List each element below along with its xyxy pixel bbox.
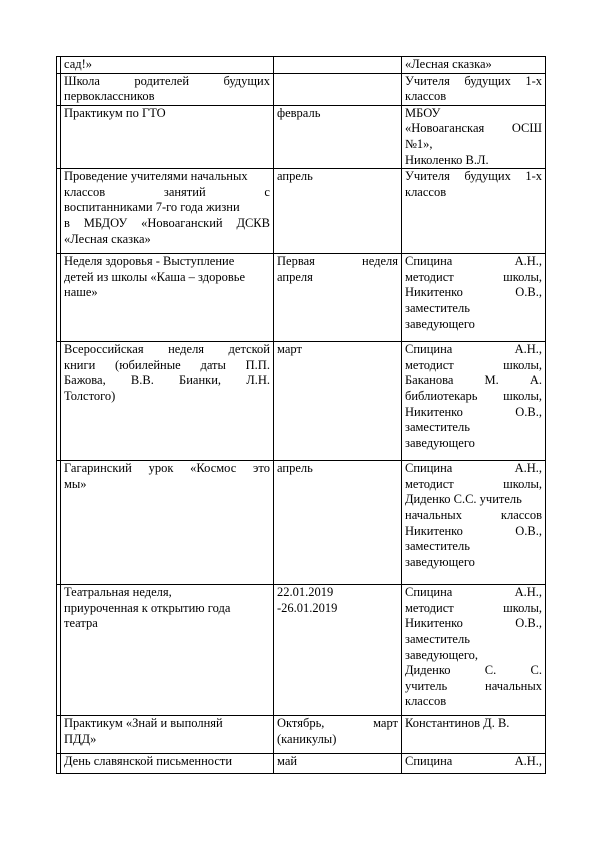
cell-text: театра bbox=[64, 616, 98, 631]
events-table bbox=[56, 56, 546, 774]
cell-text: Спицина bbox=[405, 461, 453, 476]
cell-text: О.В., bbox=[515, 616, 542, 631]
cell-text: методист bbox=[405, 357, 454, 372]
event-cell bbox=[61, 73, 274, 105]
table-row bbox=[57, 461, 546, 585]
cell-text-line bbox=[277, 342, 398, 358]
cell-text: классов bbox=[64, 184, 106, 199]
cell-text: заведующего bbox=[405, 554, 475, 569]
responsible-cell bbox=[402, 716, 546, 754]
cell-text-line bbox=[405, 169, 542, 185]
cell-text: Спицина bbox=[405, 585, 453, 600]
cell-text-line bbox=[64, 477, 270, 493]
responsible-cell bbox=[402, 169, 546, 254]
cell-text: Диденко bbox=[405, 663, 451, 678]
cell-text: даты bbox=[200, 357, 226, 372]
cell-text-line bbox=[405, 648, 542, 664]
cell-text: Никитенко bbox=[405, 285, 463, 300]
cell-text: «Лесная сказка» bbox=[64, 231, 151, 246]
cell-text: Спицина bbox=[405, 254, 453, 269]
cell-text: школы, bbox=[503, 476, 542, 491]
cell-text-line bbox=[405, 301, 542, 317]
cell-text: в bbox=[64, 215, 70, 230]
table-row bbox=[57, 105, 546, 168]
cell-text: МБДОУ bbox=[83, 215, 128, 230]
cell-text: апрель bbox=[277, 461, 313, 476]
cell-text-line bbox=[64, 254, 270, 270]
cell-text: Спицина bbox=[405, 754, 453, 769]
table-row bbox=[57, 716, 546, 754]
cell-text-line bbox=[405, 106, 542, 122]
cell-text: А.Н., bbox=[514, 585, 542, 600]
cell-text-line bbox=[64, 185, 270, 201]
cell-text-line bbox=[405, 389, 542, 405]
cell-text-line bbox=[405, 716, 542, 732]
table-row bbox=[57, 754, 546, 774]
cell-text: -26.01.2019 bbox=[277, 600, 338, 615]
cell-text: В.В. bbox=[130, 373, 154, 388]
cell-text: детей из школы «Каша – здоровье bbox=[64, 269, 246, 284]
cell-text-line bbox=[64, 389, 270, 405]
cell-text-line bbox=[277, 585, 398, 601]
cell-text-line bbox=[405, 632, 542, 648]
cell-text: 1-х bbox=[525, 169, 542, 184]
cell-text-line bbox=[405, 121, 542, 137]
cell-text-line bbox=[405, 679, 542, 695]
cell-text: Николенко В.Л. bbox=[405, 152, 489, 167]
cell-text-line bbox=[405, 754, 542, 770]
cell-text-line bbox=[64, 106, 270, 122]
cell-text-line bbox=[64, 373, 270, 389]
cell-text: заместитель bbox=[405, 539, 470, 554]
cell-text-line bbox=[405, 663, 542, 679]
cell-text: заместитель bbox=[405, 631, 470, 646]
cell-text-line bbox=[64, 342, 270, 358]
cell-text: Никитенко bbox=[405, 404, 463, 419]
cell-text: детской bbox=[228, 342, 270, 357]
cell-text: воспитанниками 7-го года жизни bbox=[64, 200, 240, 215]
event-cell bbox=[61, 754, 274, 774]
cell-text-line bbox=[64, 585, 270, 601]
cell-text-line bbox=[405, 373, 542, 389]
event-cell bbox=[61, 716, 274, 754]
cell-text: мы» bbox=[64, 476, 87, 491]
cell-text-line bbox=[64, 461, 270, 477]
cell-text-line bbox=[64, 169, 270, 185]
date-cell bbox=[274, 105, 402, 168]
event-cell bbox=[61, 461, 274, 585]
cell-text-line bbox=[64, 89, 270, 105]
responsible-cell bbox=[402, 254, 546, 342]
cell-text-line bbox=[405, 137, 542, 153]
cell-text: Бажова, bbox=[64, 373, 106, 388]
cell-text: февраль bbox=[277, 105, 321, 120]
cell-text: Учителя bbox=[405, 73, 450, 88]
cell-text-line bbox=[64, 754, 270, 770]
events-table-body bbox=[57, 57, 546, 774]
cell-text-line bbox=[277, 169, 398, 185]
cell-text: ПДД» bbox=[64, 731, 97, 746]
cell-text-line bbox=[64, 200, 270, 216]
cell-text-line bbox=[405, 601, 542, 617]
table-row bbox=[57, 254, 546, 342]
event-cell bbox=[61, 585, 274, 716]
cell-text-line bbox=[405, 74, 542, 90]
cell-text-line bbox=[64, 716, 270, 732]
cell-text-line bbox=[277, 754, 398, 770]
responsible-cell bbox=[402, 754, 546, 774]
cell-text: Л.Н. bbox=[246, 373, 270, 388]
table-row bbox=[57, 169, 546, 254]
cell-text: методист bbox=[405, 476, 454, 491]
table-row bbox=[57, 57, 546, 74]
cell-text: 1-х bbox=[525, 73, 542, 88]
cell-text: школы, bbox=[503, 600, 542, 615]
cell-text: школы, bbox=[503, 388, 542, 403]
date-cell bbox=[274, 73, 402, 105]
cell-text-line bbox=[277, 461, 398, 477]
cell-text: Школа bbox=[64, 73, 100, 88]
responsible-cell bbox=[402, 105, 546, 168]
table-row bbox=[57, 585, 546, 716]
cell-text-line bbox=[277, 601, 398, 617]
cell-text: А.Н., bbox=[514, 461, 542, 476]
cell-text-line bbox=[405, 57, 542, 73]
cell-text: библиотекарь bbox=[405, 388, 478, 403]
cell-text: заместитель bbox=[405, 420, 470, 435]
event-cell bbox=[61, 254, 274, 342]
date-cell bbox=[274, 716, 402, 754]
cell-text: С. bbox=[530, 663, 542, 678]
cell-text: Спицина bbox=[405, 342, 453, 357]
cell-text-line bbox=[277, 716, 398, 732]
cell-text: классов bbox=[405, 184, 447, 199]
cell-text-line bbox=[64, 74, 270, 90]
cell-text-line bbox=[64, 216, 270, 232]
responsible-cell bbox=[402, 461, 546, 585]
cell-text: А.Н., bbox=[514, 254, 542, 269]
cell-text: Театральная неделя, bbox=[64, 585, 172, 600]
cell-text: Диденко С.С. учитель bbox=[405, 492, 522, 507]
cell-text-line bbox=[405, 285, 542, 301]
cell-text: родителей bbox=[134, 73, 190, 88]
event-cell bbox=[61, 57, 274, 74]
cell-text: неделя bbox=[168, 342, 205, 357]
cell-text: О.В., bbox=[515, 523, 542, 538]
cell-text: День славянской письменности bbox=[64, 754, 233, 769]
cell-text-line bbox=[277, 254, 398, 270]
cell-text: А.Н., bbox=[514, 342, 542, 357]
cell-text: классов bbox=[405, 694, 447, 709]
cell-text: А.Н., bbox=[514, 754, 542, 769]
cell-text: «Новоаганский bbox=[141, 215, 223, 230]
cell-text: Константинов Д. В. bbox=[405, 716, 510, 731]
date-cell bbox=[274, 461, 402, 585]
cell-text: Проведение учителями начальных bbox=[64, 169, 248, 184]
date-cell bbox=[274, 342, 402, 461]
cell-text-line bbox=[64, 601, 270, 617]
cell-text-line bbox=[64, 232, 270, 248]
cell-text: А. bbox=[529, 373, 542, 388]
cell-text-line bbox=[64, 270, 270, 286]
cell-text-line bbox=[405, 492, 542, 508]
cell-text: начальных bbox=[405, 507, 462, 522]
cell-text: Никитенко bbox=[405, 616, 463, 631]
cell-text: приуроченная к открытию года bbox=[64, 600, 231, 615]
cell-text-line bbox=[405, 89, 542, 105]
cell-text: ОСШ bbox=[511, 121, 542, 136]
cell-text: урок bbox=[148, 461, 174, 476]
cell-text: методист bbox=[405, 269, 454, 284]
cell-text: апрель bbox=[277, 169, 313, 184]
cell-text: май bbox=[277, 754, 298, 769]
cell-text: первоклассников bbox=[64, 89, 155, 104]
cell-text-line bbox=[277, 732, 398, 748]
cell-text: Неделя здоровья - Выступление bbox=[64, 254, 235, 269]
cell-text: начальных bbox=[485, 678, 542, 693]
cell-text: заместитель bbox=[405, 300, 470, 315]
cell-text: март bbox=[277, 342, 302, 357]
date-cell bbox=[274, 57, 402, 74]
cell-text: «Лесная сказка» bbox=[405, 57, 492, 71]
cell-text-line bbox=[405, 405, 542, 421]
cell-text: апреля bbox=[277, 269, 313, 284]
cell-text: О.В., bbox=[515, 285, 542, 300]
cell-text-line bbox=[405, 555, 542, 571]
date-cell bbox=[274, 585, 402, 716]
cell-text: (юбилейные bbox=[115, 357, 181, 372]
cell-text-line bbox=[64, 616, 270, 632]
cell-text-line bbox=[405, 436, 542, 452]
cell-text: заведующего, bbox=[405, 647, 479, 662]
cell-text: Учителя bbox=[405, 169, 450, 184]
cell-text-line bbox=[405, 524, 542, 540]
cell-text: учитель bbox=[405, 678, 448, 693]
cell-text: Практикум по ГТО bbox=[64, 105, 166, 120]
cell-text: Всероссийская bbox=[64, 342, 144, 357]
responsible-cell bbox=[402, 585, 546, 716]
cell-text: О.В., bbox=[515, 404, 542, 419]
cell-text-line bbox=[405, 317, 542, 333]
cell-text-line bbox=[405, 539, 542, 555]
cell-text: Толстого) bbox=[64, 388, 116, 403]
table-row bbox=[57, 73, 546, 105]
date-cell bbox=[274, 254, 402, 342]
cell-text: школы, bbox=[503, 357, 542, 372]
cell-text-line bbox=[405, 185, 542, 201]
cell-text-line bbox=[405, 585, 542, 601]
cell-text: заведующего bbox=[405, 316, 475, 331]
cell-text: это bbox=[253, 461, 270, 476]
date-cell bbox=[274, 754, 402, 774]
cell-text-line bbox=[64, 285, 270, 301]
cell-text: методист bbox=[405, 600, 454, 615]
cell-text-line bbox=[405, 420, 542, 436]
cell-text: наше» bbox=[64, 285, 98, 300]
cell-text: «Космос bbox=[190, 461, 237, 476]
cell-text-line bbox=[405, 461, 542, 477]
cell-text: №1», bbox=[405, 136, 433, 151]
cell-text: Первая bbox=[277, 254, 315, 269]
cell-text: неделя bbox=[362, 254, 398, 269]
cell-text: будущих bbox=[223, 73, 270, 88]
cell-text: Октябрь, bbox=[277, 716, 325, 731]
cell-text: март bbox=[373, 716, 398, 731]
cell-text: заведующего bbox=[405, 435, 475, 450]
cell-text: будущих bbox=[464, 73, 511, 88]
cell-text-line bbox=[64, 732, 270, 748]
cell-text: занятий bbox=[163, 184, 206, 199]
cell-text: Никитенко bbox=[405, 523, 463, 538]
cell-text-line bbox=[405, 477, 542, 493]
cell-text: ДСКВ bbox=[236, 215, 270, 230]
cell-text: Гагаринский bbox=[64, 461, 132, 476]
cell-text: Бианки, bbox=[179, 373, 222, 388]
event-cell bbox=[61, 105, 274, 168]
cell-text: М. bbox=[484, 373, 499, 388]
cell-text: «Новоаганская bbox=[405, 121, 485, 136]
cell-text: С. bbox=[484, 663, 497, 678]
cell-text: 22.01.2019 bbox=[277, 585, 334, 600]
responsible-cell bbox=[402, 342, 546, 461]
cell-text-line bbox=[405, 358, 542, 374]
cell-text: МБОУ bbox=[405, 105, 441, 120]
cell-text: школы, bbox=[503, 269, 542, 284]
cell-text: (каникулы) bbox=[277, 731, 337, 746]
cell-text: сад!» bbox=[64, 57, 93, 71]
cell-text-line bbox=[405, 616, 542, 632]
cell-text-line bbox=[64, 358, 270, 374]
responsible-cell bbox=[402, 73, 546, 105]
cell-text-line bbox=[64, 57, 270, 73]
cell-text-line bbox=[405, 270, 542, 286]
cell-text-line bbox=[277, 270, 398, 286]
cell-text: книги bbox=[64, 357, 96, 372]
cell-text-line bbox=[405, 508, 542, 524]
cell-text: П.П. bbox=[245, 357, 270, 372]
cell-text-line bbox=[405, 254, 542, 270]
responsible-cell bbox=[402, 57, 546, 74]
date-cell bbox=[274, 169, 402, 254]
cell-text: Баканова bbox=[405, 373, 454, 388]
event-cell bbox=[61, 342, 274, 461]
cell-text-line bbox=[405, 694, 542, 710]
cell-text: Практикум «Знай и выполняй bbox=[64, 716, 223, 731]
cell-text: будущих bbox=[464, 169, 511, 184]
cell-text: с bbox=[264, 184, 270, 199]
cell-text-line bbox=[405, 153, 542, 169]
cell-text: классов bbox=[405, 89, 447, 104]
event-cell bbox=[61, 169, 274, 254]
table-row bbox=[57, 342, 546, 461]
cell-text-line bbox=[405, 342, 542, 358]
cell-text-line bbox=[277, 106, 398, 122]
cell-text: классов bbox=[500, 507, 542, 522]
